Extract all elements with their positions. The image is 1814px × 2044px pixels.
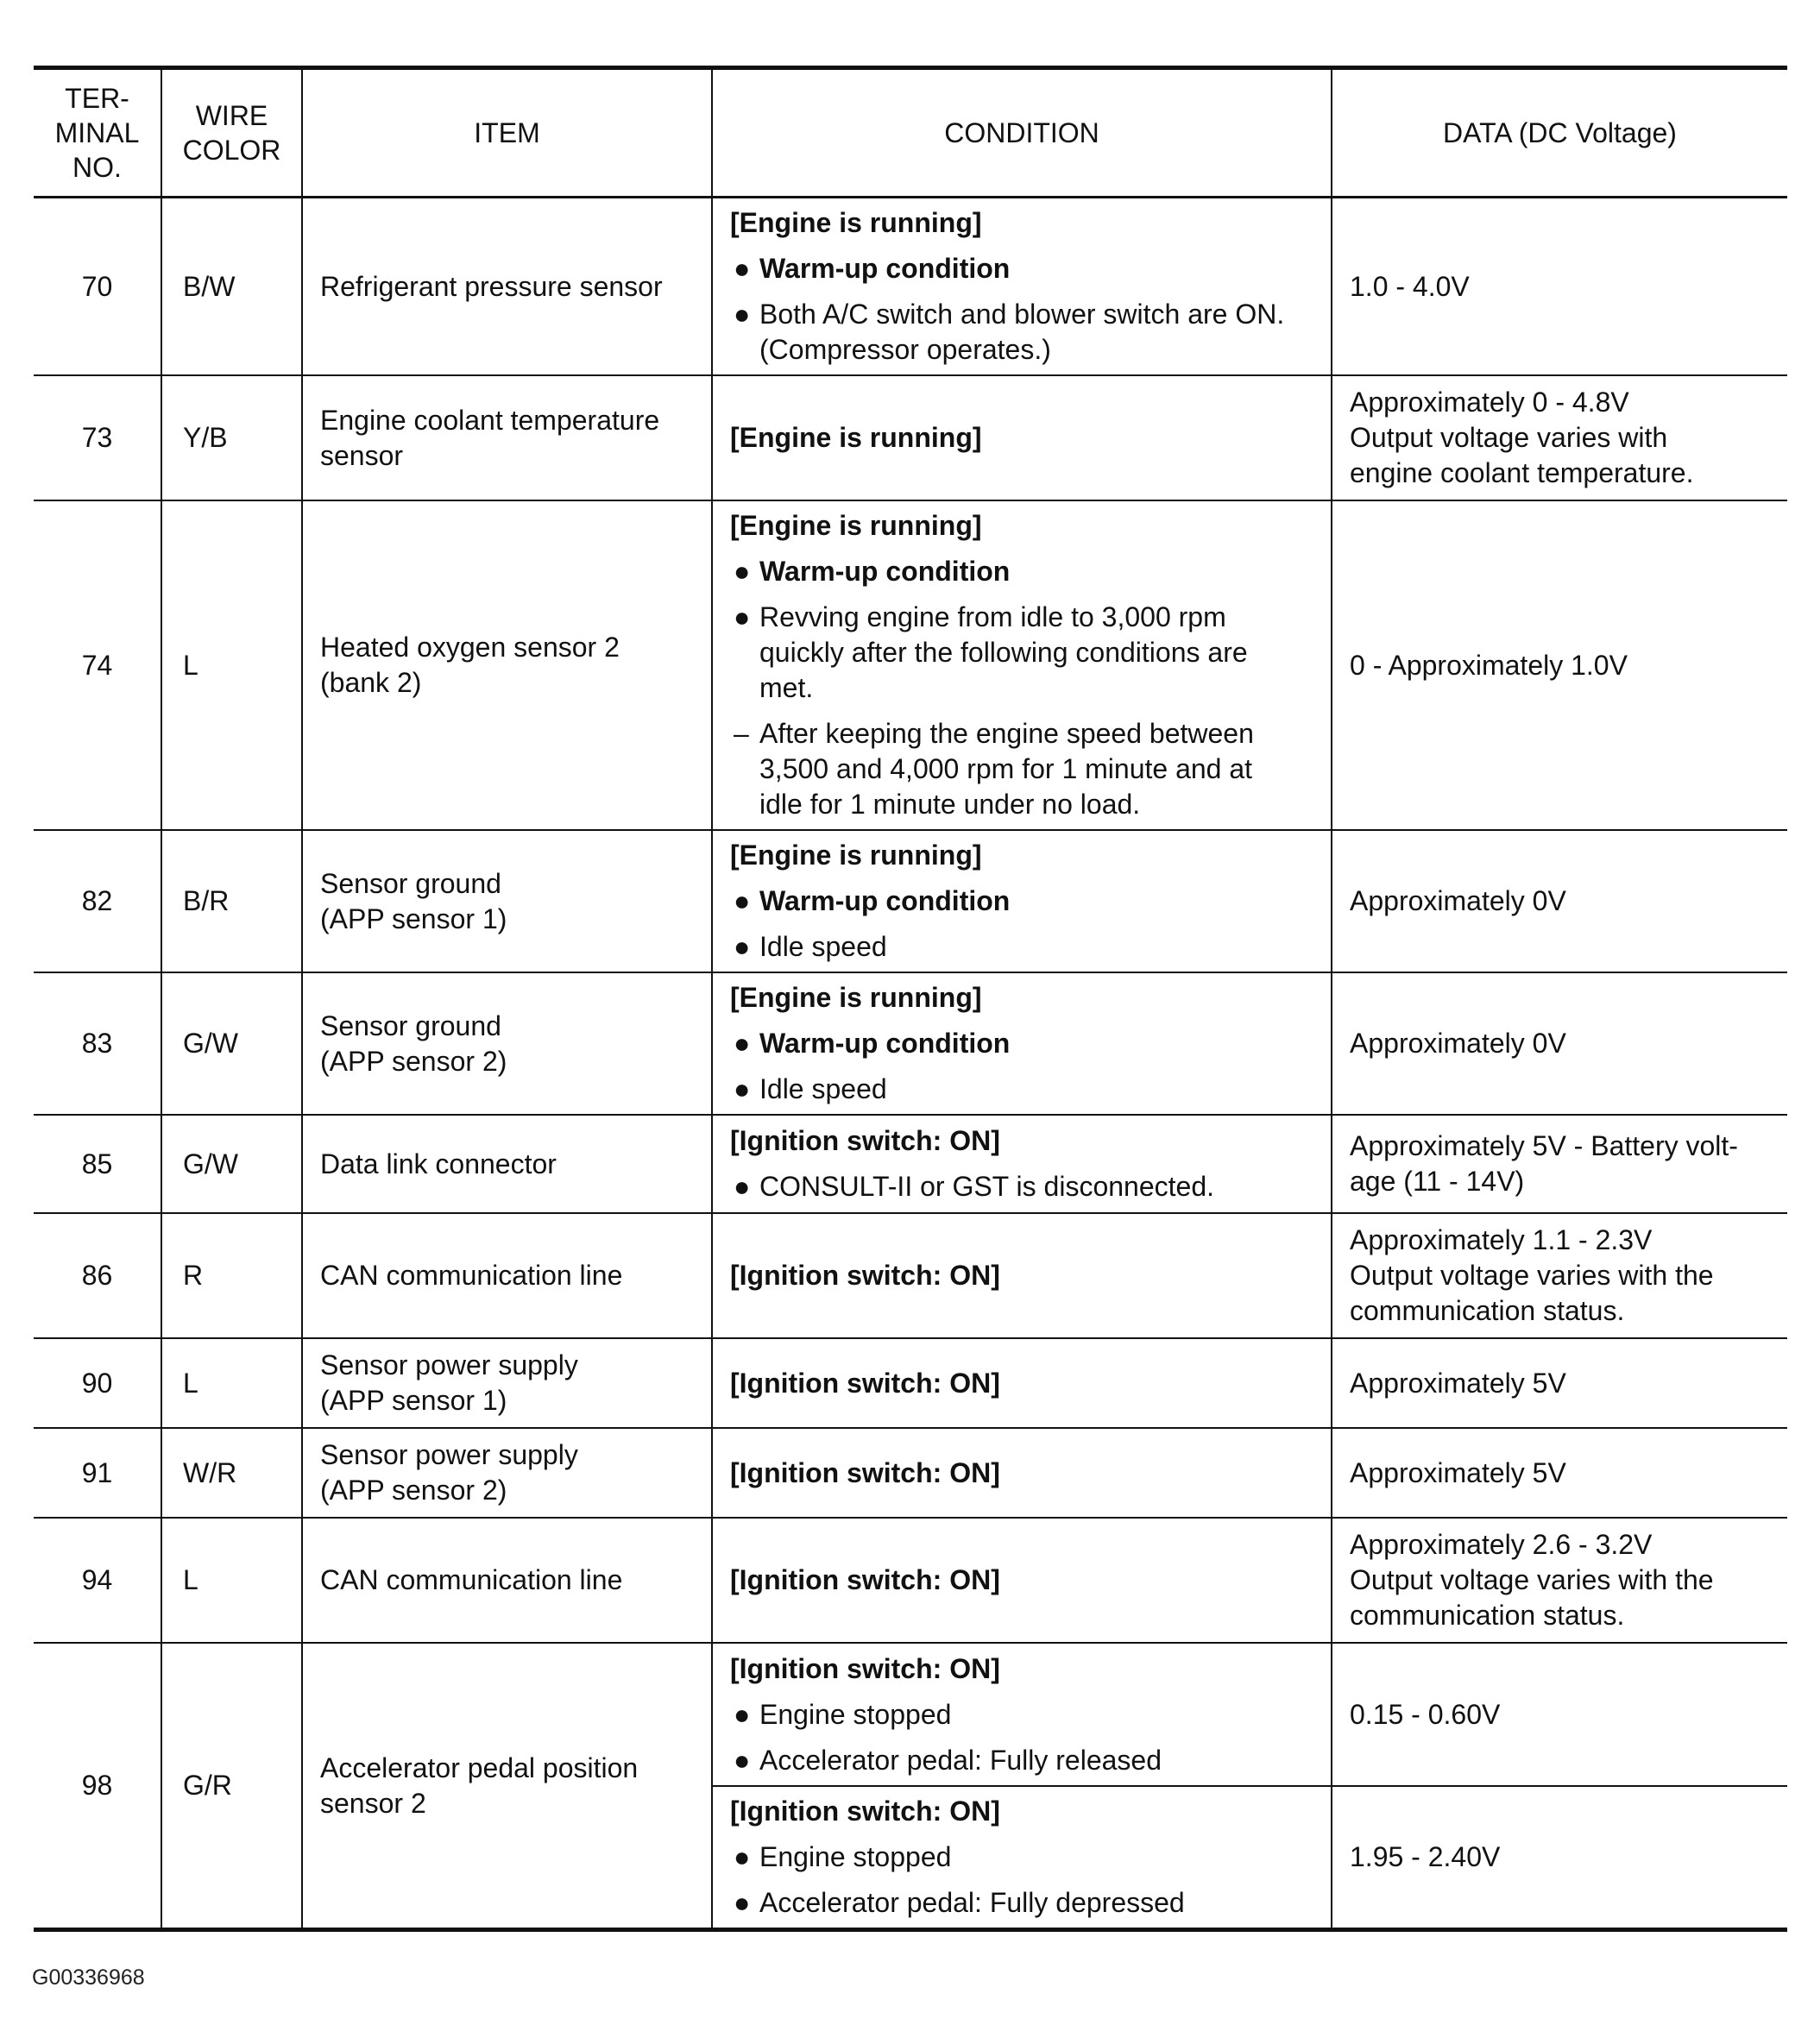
wire-color-cell: L [161, 500, 302, 830]
condition-bullet [730, 1697, 1313, 1733]
terminal-no-cell: 70 [34, 198, 161, 376]
bullet-marker: ● [734, 885, 751, 916]
item-text: CAN communication line [320, 1260, 623, 1291]
condition-text: Warm-up condition [759, 556, 1011, 587]
item-text: (APP sensor 1) [320, 1385, 507, 1416]
data-cell [1332, 500, 1787, 830]
terminal-no-cell: 98 [34, 1643, 161, 1930]
condition-cell [712, 1338, 1332, 1428]
condition-text: met. [759, 672, 814, 703]
condition-text: Revving engine from idle to 3,000 rpm [759, 601, 1226, 632]
condition-cell [712, 830, 1332, 972]
data-text: Approximately 5V [1350, 1367, 1566, 1399]
table-row [34, 198, 1787, 376]
condition-text: 3,500 and 4,000 rpm for 1 minute and at [759, 753, 1253, 784]
table-row [34, 500, 1787, 830]
data-cell [1332, 375, 1787, 500]
data-text: Output voltage varies with the [1350, 1564, 1714, 1595]
table-row [34, 1338, 1787, 1428]
header-item: ITEM [302, 68, 712, 198]
header-row [34, 68, 1787, 198]
table-row [34, 972, 1787, 1115]
header-line: NO. [72, 152, 122, 183]
wire-color-cell: G/W [161, 1115, 302, 1213]
table-row [34, 1428, 1787, 1518]
condition-cell [712, 375, 1332, 500]
item-cell [302, 1428, 712, 1518]
terminal-no-cell: 83 [34, 972, 161, 1115]
condition-header: [Engine is running] [730, 510, 982, 541]
condition-text: idle for 1 minute under no load. [759, 789, 1141, 820]
data-cell [1332, 1213, 1787, 1338]
terminal-no-cell: 91 [34, 1428, 161, 1518]
item-text: Sensor ground [320, 1009, 501, 1041]
condition-cell [712, 1115, 1332, 1213]
data-text: engine coolant temperature. [1350, 457, 1694, 488]
item-text: sensor [320, 439, 404, 471]
condition-text: Accelerator pedal: Fully depressed [759, 1887, 1185, 1918]
header-wire-color [161, 68, 302, 198]
data-text: Approximately 0V [1350, 1028, 1566, 1059]
data-text: Approximately 5V [1350, 1456, 1566, 1488]
bullet-marker: ● [734, 1744, 751, 1776]
condition-bullet [730, 1026, 1313, 1061]
condition-cell [712, 198, 1332, 376]
condition-text: Idle speed [759, 931, 887, 962]
condition-bullet [730, 1885, 1313, 1921]
ecm-terminal-table [34, 66, 1787, 1932]
condition-bullet [730, 297, 1313, 368]
item-text: CAN communication line [320, 1564, 623, 1595]
wire-color-cell: G/R [161, 1643, 302, 1930]
item-text: Data link connector [320, 1148, 557, 1179]
condition-cell [712, 972, 1332, 1115]
data-text: Output voltage varies with [1350, 422, 1668, 453]
data-text: 1.95 - 2.40V [1350, 1841, 1501, 1872]
wire-color-cell: Y/B [161, 375, 302, 500]
data-cell [1332, 1115, 1787, 1213]
data-text: Approximately 0V [1350, 885, 1566, 916]
condition-text: Warm-up condition [759, 1028, 1011, 1059]
terminal-no-cell: 90 [34, 1338, 161, 1428]
bullet-marker: ● [734, 1028, 751, 1059]
header-line: MINAL [54, 117, 140, 148]
condition-cell [712, 500, 1332, 830]
terminal-no-cell: 85 [34, 1115, 161, 1213]
item-cell [302, 972, 712, 1115]
table-row [34, 830, 1787, 972]
condition-header: [Ignition switch: ON] [730, 1260, 1000, 1291]
item-cell [302, 830, 712, 972]
data-text: Approximately 1.1 - 2.3V [1350, 1224, 1653, 1255]
condition-text: quickly after the following conditions are [759, 637, 1248, 668]
item-text: Sensor power supply [320, 1439, 578, 1470]
condition-bullet [730, 1840, 1313, 1875]
bullet-marker: ● [734, 1841, 751, 1872]
data-cell [1332, 1786, 1787, 1930]
table-row [34, 1518, 1787, 1643]
header-line: TER- [65, 83, 129, 114]
data-cell [1332, 1518, 1787, 1643]
wire-color-cell: R [161, 1213, 302, 1338]
item-cell [302, 1518, 712, 1643]
condition-header: [Ignition switch: ON] [730, 1456, 1000, 1488]
terminal-no-cell: 94 [34, 1518, 161, 1643]
item-text: (APP sensor 2) [320, 1045, 507, 1077]
data-text: 1.0 - 4.0V [1350, 270, 1470, 302]
table-body [34, 198, 1787, 1930]
condition-text: Warm-up condition [759, 885, 1011, 916]
bullet-marker: ● [734, 299, 751, 330]
table-row [34, 1115, 1787, 1213]
bullet-marker: ● [734, 1698, 751, 1730]
condition-bullet [730, 1169, 1313, 1204]
item-text: Sensor ground [320, 867, 501, 899]
item-cell [302, 198, 712, 376]
table-row [34, 1643, 1787, 1786]
condition-cell [712, 1643, 1332, 1786]
condition-header: [Ignition switch: ON] [730, 1796, 1000, 1827]
condition-cell [712, 1786, 1332, 1930]
condition-text: (Compressor operates.) [759, 334, 1051, 365]
condition-bullet [730, 1743, 1313, 1778]
bullet-marker: ● [734, 601, 751, 632]
bullet-marker: ● [734, 931, 751, 962]
wire-color-cell: L [161, 1338, 302, 1428]
wire-color-cell: L [161, 1518, 302, 1643]
data-cell [1332, 198, 1787, 376]
item-text: (APP sensor 2) [320, 1475, 507, 1506]
condition-text: Accelerator pedal: Fully released [759, 1744, 1162, 1776]
condition-text: After keeping the engine speed between [759, 718, 1254, 749]
item-text: (APP sensor 1) [320, 903, 507, 934]
item-cell [302, 1213, 712, 1338]
table-row [34, 375, 1787, 500]
condition-bullet [730, 600, 1313, 706]
condition-bullet [730, 251, 1313, 286]
data-cell [1332, 1338, 1787, 1428]
item-cell [302, 500, 712, 830]
condition-header: [Ignition switch: ON] [730, 1564, 1000, 1595]
bullet-marker: ● [734, 1073, 751, 1104]
item-text: sensor 2 [320, 1787, 426, 1819]
condition-text: Engine stopped [759, 1698, 952, 1730]
header-condition: CONDITION [712, 68, 1332, 198]
condition-text: CONSULT-II or GST is disconnected. [759, 1171, 1214, 1202]
bullet-marker: – [734, 718, 749, 749]
data-cell [1332, 972, 1787, 1115]
data-text: 0 - Approximately 1.0V [1350, 649, 1628, 681]
terminal-no-cell: 82 [34, 830, 161, 972]
condition-cell [712, 1518, 1332, 1643]
terminal-no-cell: 73 [34, 375, 161, 500]
data-text: Output voltage varies with the [1350, 1260, 1714, 1291]
data-text: communication status. [1350, 1295, 1625, 1326]
condition-bullet [730, 716, 1313, 822]
bullet-marker: ● [734, 1887, 751, 1918]
terminal-no-cell: 86 [34, 1213, 161, 1338]
condition-header: [Ignition switch: ON] [730, 1367, 1000, 1399]
condition-text: Idle speed [759, 1073, 887, 1104]
condition-header: [Ignition switch: ON] [730, 1652, 1000, 1684]
condition-bullet [730, 929, 1313, 965]
data-cell [1332, 830, 1787, 972]
item-text: Accelerator pedal position [320, 1752, 639, 1783]
item-cell [302, 1115, 712, 1213]
data-text: Approximately 0 - 4.8V [1350, 387, 1629, 418]
item-text: Heated oxygen sensor 2 [320, 632, 620, 663]
condition-bullet [730, 554, 1313, 589]
wire-color-cell: G/W [161, 972, 302, 1115]
header-line: WIRE [195, 100, 268, 131]
condition-text: Warm-up condition [759, 253, 1011, 284]
condition-cell [712, 1213, 1332, 1338]
condition-text: Both A/C switch and blower switch are ON. [759, 299, 1285, 330]
data-cell [1332, 1643, 1787, 1786]
data-text: Approximately 5V - Battery volt- [1350, 1130, 1738, 1161]
data-cell [1332, 1428, 1787, 1518]
header-data: DATA (DC Voltage) [1332, 68, 1787, 198]
header-terminal-no [34, 68, 161, 198]
item-text: Engine coolant temperature [320, 404, 660, 436]
item-text: Sensor power supply [320, 1349, 578, 1380]
item-text: (bank 2) [320, 667, 422, 698]
condition-bullet [730, 1072, 1313, 1107]
condition-cell [712, 1428, 1332, 1518]
data-text: 0.15 - 0.60V [1350, 1698, 1501, 1730]
table-header [34, 68, 1787, 198]
condition-header: [Engine is running] [730, 840, 982, 871]
condition-bullet [730, 884, 1313, 919]
bullet-marker: ● [734, 253, 751, 284]
item-cell [302, 1643, 712, 1930]
table-row [34, 1213, 1787, 1338]
data-text: age (11 - 14V) [1350, 1166, 1525, 1197]
condition-text: Engine stopped [759, 1841, 952, 1872]
data-text: communication status. [1350, 1600, 1625, 1631]
condition-header: [Engine is running] [730, 207, 982, 238]
item-cell [302, 1338, 712, 1428]
wire-color-cell: B/W [161, 198, 302, 376]
bullet-marker: ● [734, 1171, 751, 1202]
item-cell [302, 375, 712, 500]
wire-color-cell: W/R [161, 1428, 302, 1518]
data-text: Approximately 2.6 - 3.2V [1350, 1529, 1653, 1560]
item-text: Refrigerant pressure sensor [320, 270, 663, 302]
wire-color-cell: B/R [161, 830, 302, 972]
condition-header: [Engine is running] [730, 422, 982, 453]
terminal-no-cell: 74 [34, 500, 161, 830]
bullet-marker: ● [734, 556, 751, 587]
condition-header: [Ignition switch: ON] [730, 1125, 1000, 1156]
header-line: COLOR [182, 135, 281, 166]
condition-header: [Engine is running] [730, 982, 982, 1013]
figure-id-caption: G00336968 [32, 1965, 145, 1990]
